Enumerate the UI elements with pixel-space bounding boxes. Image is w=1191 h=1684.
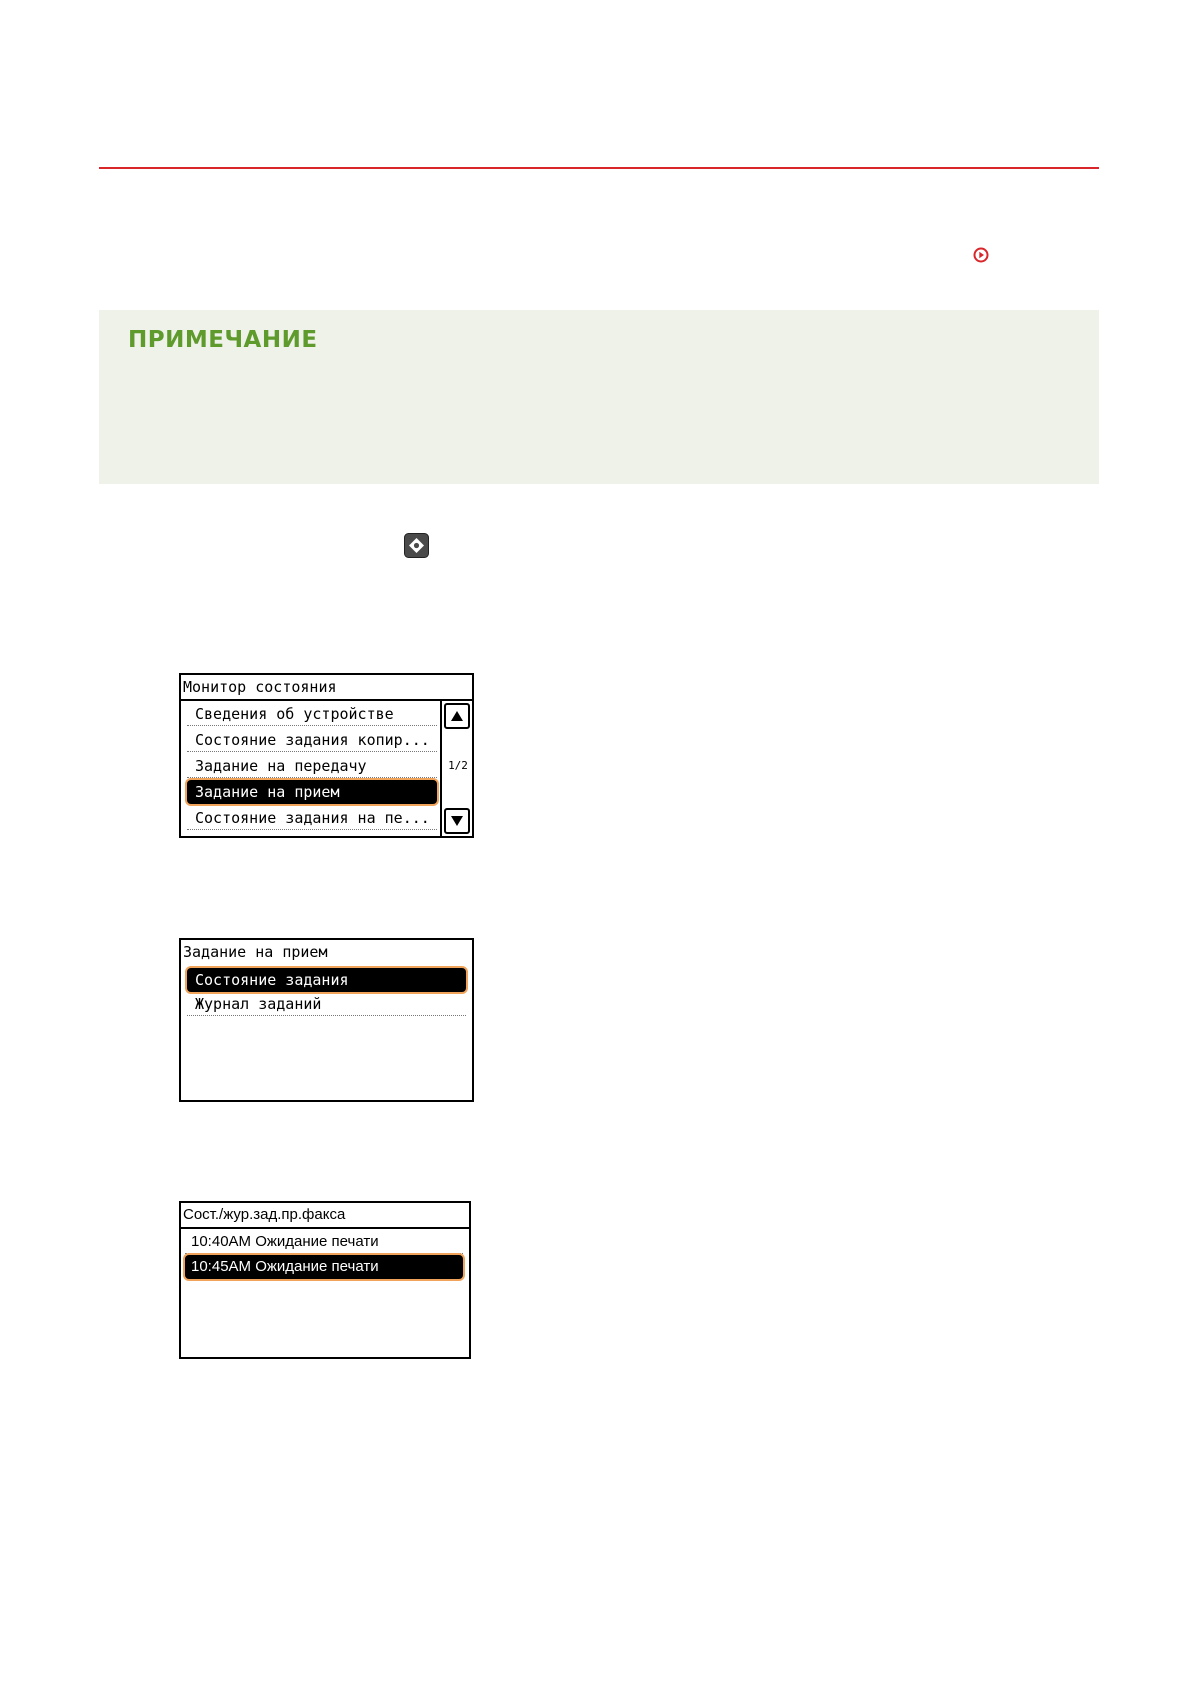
scroll-down-button[interactable] <box>444 808 470 834</box>
menu-item-job-status[interactable]: Состояние задания <box>187 968 466 992</box>
menu-item-copy-job-status[interactable]: Состояние задания копир... <box>187 728 437 752</box>
menu-item-receive-job[interactable]: Задание на прием <box>187 780 437 804</box>
lcd-screen-receive-job <box>179 938 474 1102</box>
section-divider <box>99 167 1099 169</box>
job-row-1040[interactable]: 10:40AM Ожидание печати <box>185 1230 463 1254</box>
scrollbar[interactable] <box>440 701 472 836</box>
status-monitor-key-icon <box>404 533 429 558</box>
scroll-up-button[interactable] <box>444 703 470 729</box>
menu-item-send-job[interactable]: Задание на передачу <box>187 754 437 778</box>
lcd-screen-status-monitor <box>179 673 474 838</box>
note-box <box>99 310 1099 484</box>
title-divider <box>181 699 472 701</box>
title-divider <box>181 1227 469 1229</box>
menu-item-job-log[interactable]: Журнал заданий <box>187 992 466 1016</box>
job-row-1045[interactable]: 10:45AM Ожидание печати <box>185 1255 463 1279</box>
screen-title: Сост./жур.зад.пр.факса <box>183 1206 346 1223</box>
screen-title: Задание на прием <box>183 943 328 961</box>
triangle-down-icon <box>450 815 464 827</box>
menu-item-print-job-status[interactable]: Состояние задания на пе... <box>187 806 437 830</box>
menu-item-device-info[interactable]: Сведения об устройстве <box>187 702 437 726</box>
lcd-screen-fax-rx-jobs <box>179 1201 471 1359</box>
screen-title: Монитор состояния <box>183 678 337 696</box>
note-title: ПРИМЕЧАНИЕ <box>128 327 318 353</box>
page-indicator: 1/2 <box>448 759 468 772</box>
arrow-circle-icon[interactable] <box>973 247 989 263</box>
triangle-up-icon <box>450 710 464 722</box>
